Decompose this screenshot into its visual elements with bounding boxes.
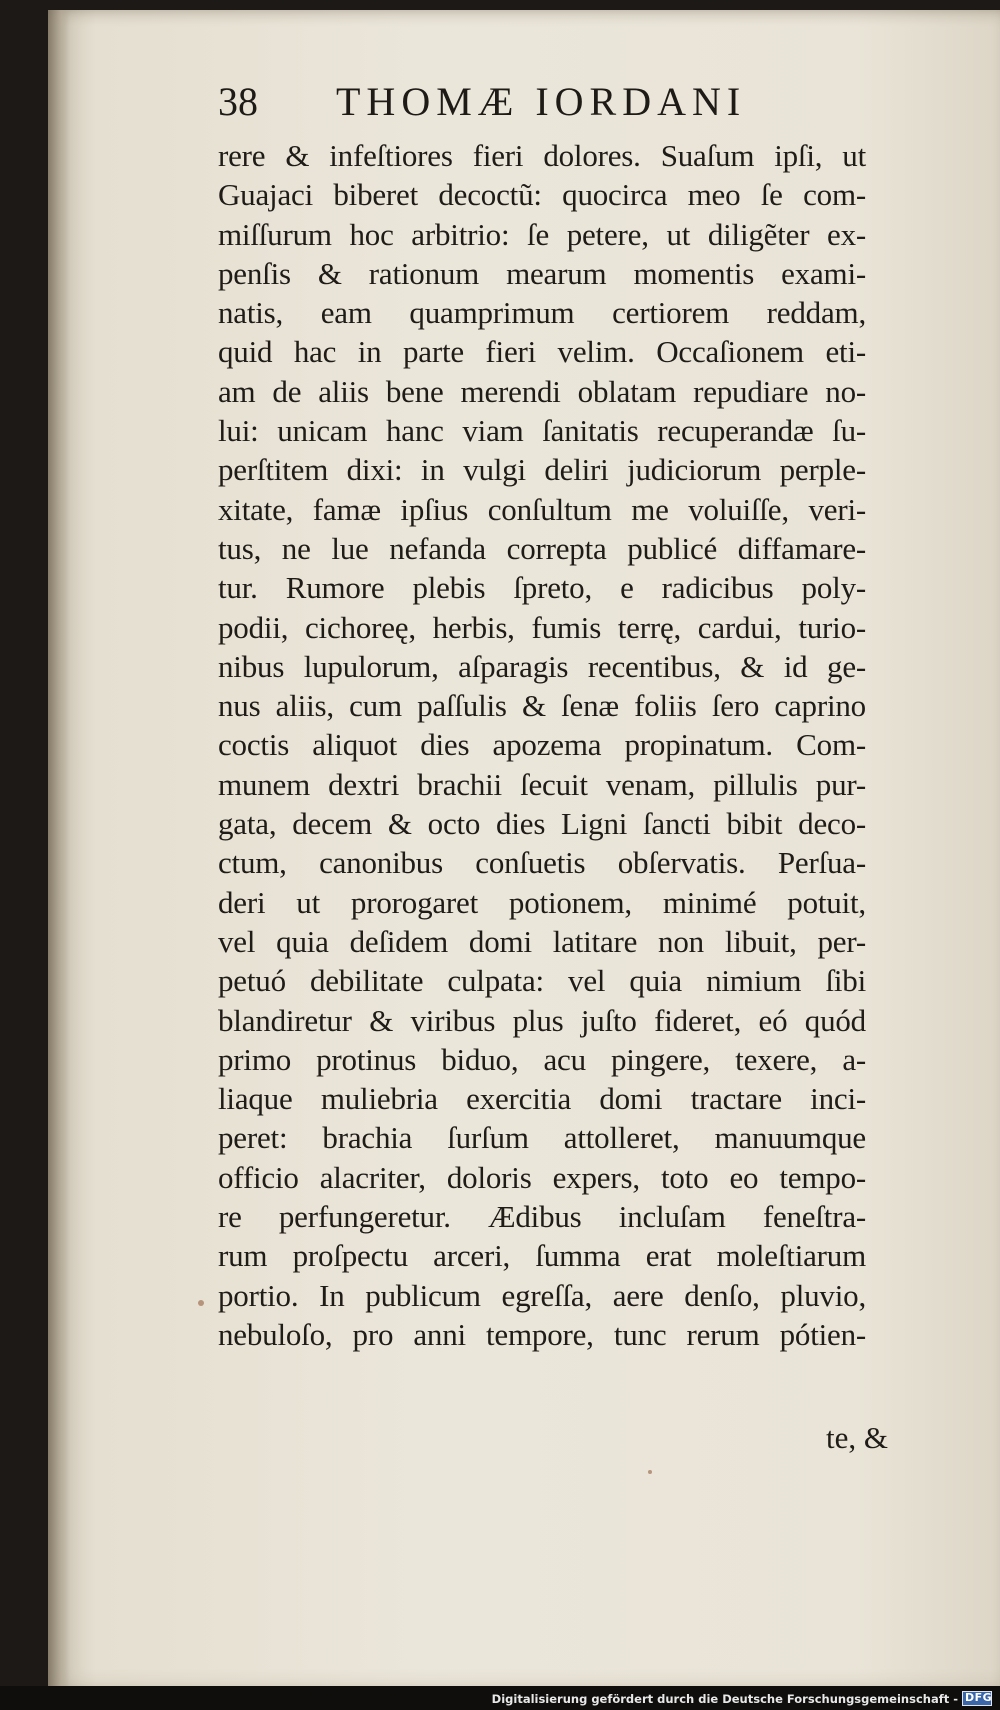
catchword: te, &	[826, 1420, 888, 1455]
text-line: quid hac in parte fieri velim. Occaſionem eti-	[218, 334, 866, 370]
text-line: petuó debilitate culpata: vel quia nimium ſibi	[218, 963, 866, 999]
text-line: deri ut prorogaret potionem, minimé potuit,	[218, 884, 866, 920]
body-text-block	[218, 136, 866, 1354]
text-line: xitate, famæ ipſius conſultum me voluiſſe, veri-	[218, 491, 866, 527]
text-line: rere & infeſtiores fieri dolores. Suaſum ipſi, ut	[218, 138, 866, 173]
text-line: miſſurum hoc arbitrio: ſe petere, ut diligẽter ex-	[218, 216, 866, 252]
page-number: 38	[218, 79, 258, 124]
text-line: primo protinus biduo, acu pingere, texere, a-	[218, 1041, 866, 1077]
text-line: tus, ne lue nefanda correpta publicé diffamare-	[218, 530, 866, 566]
text-line: podii, cichoreę, herbis, fumis terrę, cardui, turio-	[218, 609, 866, 645]
text-line: vel quia deſidem domi latitare non libuit, per-	[218, 923, 866, 959]
paper-stain	[198, 1300, 204, 1306]
text-line: rum proſpectu arceri, ſumma erat moleſtiarum	[218, 1238, 866, 1274]
digitization-footer	[0, 1686, 1000, 1710]
text-line: nebuloſo, pro anni tempore, tunc rerum pótien-	[218, 1316, 866, 1352]
text-line: lui: unicam hanc viam ſanitatis recuperandæ ſu-	[218, 413, 866, 449]
text-line: penſis & rationum mearum momentis exami-	[218, 255, 866, 291]
text-line: gata, decem & octo dies Ligni ſancti bibit deco-	[218, 806, 866, 842]
text-line: am de aliis bene merendi oblatam repudiare no-	[218, 373, 866, 409]
dfg-logo-icon	[962, 1691, 992, 1706]
paper-stain	[648, 1470, 652, 1474]
page-header	[218, 78, 838, 134]
dfg-logo-text: DFG	[965, 1691, 993, 1704]
page-gutter-shadow	[48, 10, 70, 1686]
text-line: nus aliis, cum paſſulis & ſenæ foliis ſero caprino	[218, 688, 866, 724]
text-line: liaque muliebria exercitia domi tractare inci-	[218, 1081, 866, 1117]
text-line: natis, eam quamprimum certiorem reddam,	[218, 295, 866, 331]
text-line: re perfungeretur. Ædibus incluſam feneſtra-	[218, 1199, 866, 1235]
text-line: officio alacriter, doloris expers, toto eo tempo-	[218, 1159, 866, 1195]
running-head: THOMÆ IORDANI	[336, 79, 747, 124]
text-line: munem dextri brachii ſecuit venam, pillulis pur-	[218, 766, 866, 802]
text-line: tur. Rumore plebis ſpreto, e radicibus poly-	[218, 570, 866, 606]
text-line: coctis aliquot dies apozema propinatum. Com-	[218, 727, 866, 763]
text-line: blandiretur & viribus plus juſto fideret, eó quód	[218, 1002, 866, 1038]
text-line: perſtitem dixi: in vulgi deliri judiciorum perple-	[218, 452, 866, 488]
text-line: ctum, canonibus conſuetis obſervatis. Perſua-	[218, 845, 866, 881]
text-line: nibus lupulorum, aſparagis recentibus, & id ge-	[218, 648, 866, 684]
text-line: portio. In publicum egreſſa, aere denſo, pluvio,	[218, 1277, 866, 1313]
text-line: peret: brachia ſurſum attolleret, manuumque	[218, 1120, 866, 1156]
text-line: Guajaci biberet decoctũ: quocirca meo ſe com-	[218, 177, 866, 213]
funding-credit: Digitalisierung gefördert durch die Deutsche Forschungsgemeinschaft -	[491, 1692, 958, 1706]
